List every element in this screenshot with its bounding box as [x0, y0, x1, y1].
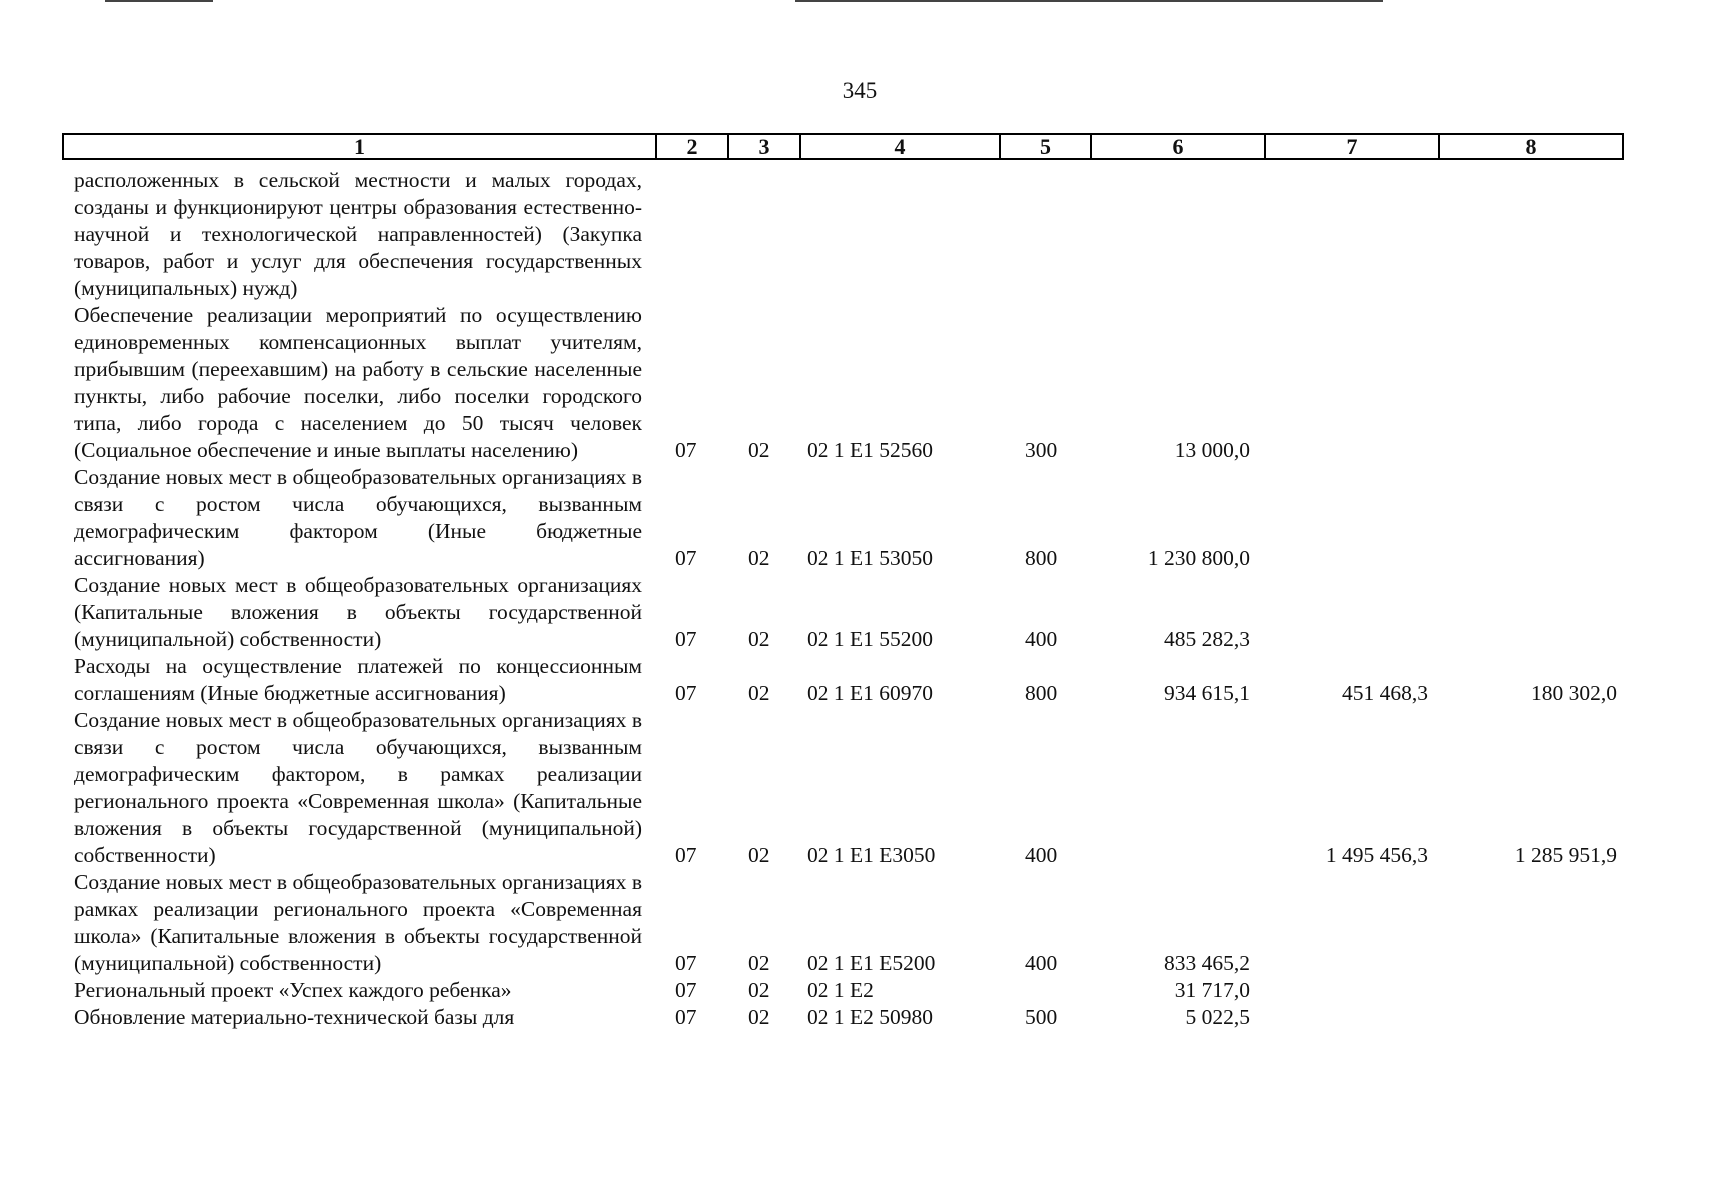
column-header-3: 3 [758, 134, 770, 159]
section-code: 07 [675, 438, 697, 462]
section-code: 07 [675, 951, 697, 975]
column-header-7: 7 [1346, 134, 1358, 159]
amount-col-6: 31 717,0 [1174, 978, 1250, 1002]
target-article-code: 02 1 E1 E5200 [807, 951, 936, 975]
column-header-8: 8 [1525, 134, 1537, 159]
expense-type-code: 300 [1025, 438, 1058, 462]
row-description: Обновление материально-технической базы для [74, 1005, 515, 1029]
column-header-1: 1 [354, 134, 365, 159]
scan-artifact-line [795, 0, 1383, 2]
expense-type-code: 400 [1025, 951, 1058, 975]
column-header-2: 2 [686, 134, 698, 159]
target-article-code: 02 1 E1 55200 [807, 627, 934, 651]
amount-col-6: 833 465,2 [1164, 951, 1250, 975]
expense-type-code: 800 [1025, 546, 1058, 570]
amount-col-6: 1 230 800,0 [1147, 546, 1250, 570]
target-article-code: 02 1 E1 E3050 [807, 843, 936, 867]
row-description: Обеспечение реализации мероприятий по осуществлению единовременных компенсационных выплат учителям, прибывшим (переехавшим) на работу в сельские населенные пункты, либо рабочие поселки, либо поселки городского типа, либо города с населением до 50 тысяч человек (Социальное обеспечение и иные выплаты населению) [74, 303, 642, 462]
table-row [0, 653, 1720, 707]
row-description: Создание новых мест в общеобразовательных организациях в связи с ростом числа обучающихся, вызванным демографическим фактором (Иные бюджетные ассигнования) [74, 465, 642, 570]
section-code: 07 [675, 681, 697, 705]
row-description: Расходы на осуществление платежей по концессионным соглашениям (Иные бюджетные ассигнования) [74, 654, 642, 705]
table-row [0, 167, 1720, 302]
subsection-code: 02 [748, 438, 770, 462]
row-description: Создание новых мест в общеобразовательных организациях в рамках реализации регионального проекта «Современная школа» (Капитальные вложения в объекты государственной (муниципальной) собственности) [74, 870, 642, 975]
section-code: 07 [675, 627, 697, 651]
expense-type-code: 400 [1025, 627, 1058, 651]
column-header-4: 4 [894, 134, 906, 159]
section-code: 07 [675, 546, 697, 570]
amount-col-7: 1 495 456,3 [1325, 843, 1428, 867]
amount-col-6: 934 615,1 [1164, 681, 1250, 705]
column-header-5: 5 [1040, 134, 1051, 159]
amount-col-7: 451 468,3 [1342, 681, 1428, 705]
row-description: Региональный проект «Успех каждого ребенка» [74, 978, 512, 1002]
amount-col-8: 180 302,0 [1531, 681, 1617, 705]
expense-type-code: 500 [1025, 1005, 1058, 1029]
section-code: 07 [675, 843, 697, 867]
page-number: 345 [842, 78, 878, 103]
target-article-code: 02 1 E1 52560 [807, 438, 934, 462]
table-row [0, 572, 1720, 653]
expense-type-code: 400 [1025, 843, 1058, 867]
subsection-code: 02 [748, 546, 770, 570]
row-description: Создание новых мест в общеобразовательных организациях в связи с ростом числа обучающихся, вызванным демографическим фактором, в рамках реализации регионального проекта «Современная школа» (Капитальные вложения в объекты государственной (муниципальной) собственности) [74, 708, 642, 867]
table-row [0, 977, 1720, 1004]
column-header-6: 6 [1172, 134, 1184, 159]
subsection-code: 02 [748, 978, 770, 1002]
subsection-code: 02 [748, 1005, 770, 1029]
scan-artifact-line [105, 0, 213, 2]
table-row [0, 1004, 1720, 1031]
amount-col-6: 485 282,3 [1164, 627, 1250, 651]
target-article-code: 02 1 E1 53050 [807, 546, 934, 570]
table-row [0, 464, 1720, 572]
amount-col-6: 5 022,5 [1185, 1005, 1250, 1029]
table-row [0, 302, 1720, 464]
table-row [0, 707, 1720, 869]
table-row [0, 869, 1720, 977]
expense-type-code: 800 [1025, 681, 1058, 705]
target-article-code: 02 1 E2 50980 [807, 1005, 934, 1029]
subsection-code: 02 [748, 843, 770, 867]
row-description: расположенных в сельской местности и малых городах, созданы и функционируют центры образования естественно-научной и технологической направленностей) (Закупка товаров, работ и услуг для обеспечения государственных (муниципальных) нужд) [74, 168, 642, 300]
section-code: 07 [675, 1005, 697, 1029]
budget-table-body [0, 167, 1720, 1031]
row-description: Создание новых мест в общеобразовательных организациях (Капитальные вложения в объекты государственной (муниципальной) собственности) [74, 573, 642, 651]
amount-col-8: 1 285 951,9 [1514, 843, 1617, 867]
subsection-code: 02 [748, 627, 770, 651]
amount-col-6: 13 000,0 [1174, 438, 1250, 462]
target-article-code: 02 1 E1 60970 [807, 681, 934, 705]
target-article-code: 02 1 E2 [807, 978, 874, 1002]
section-code: 07 [675, 978, 697, 1002]
subsection-code: 02 [748, 681, 770, 705]
column-header-row [62, 133, 1624, 160]
subsection-code: 02 [748, 951, 770, 975]
